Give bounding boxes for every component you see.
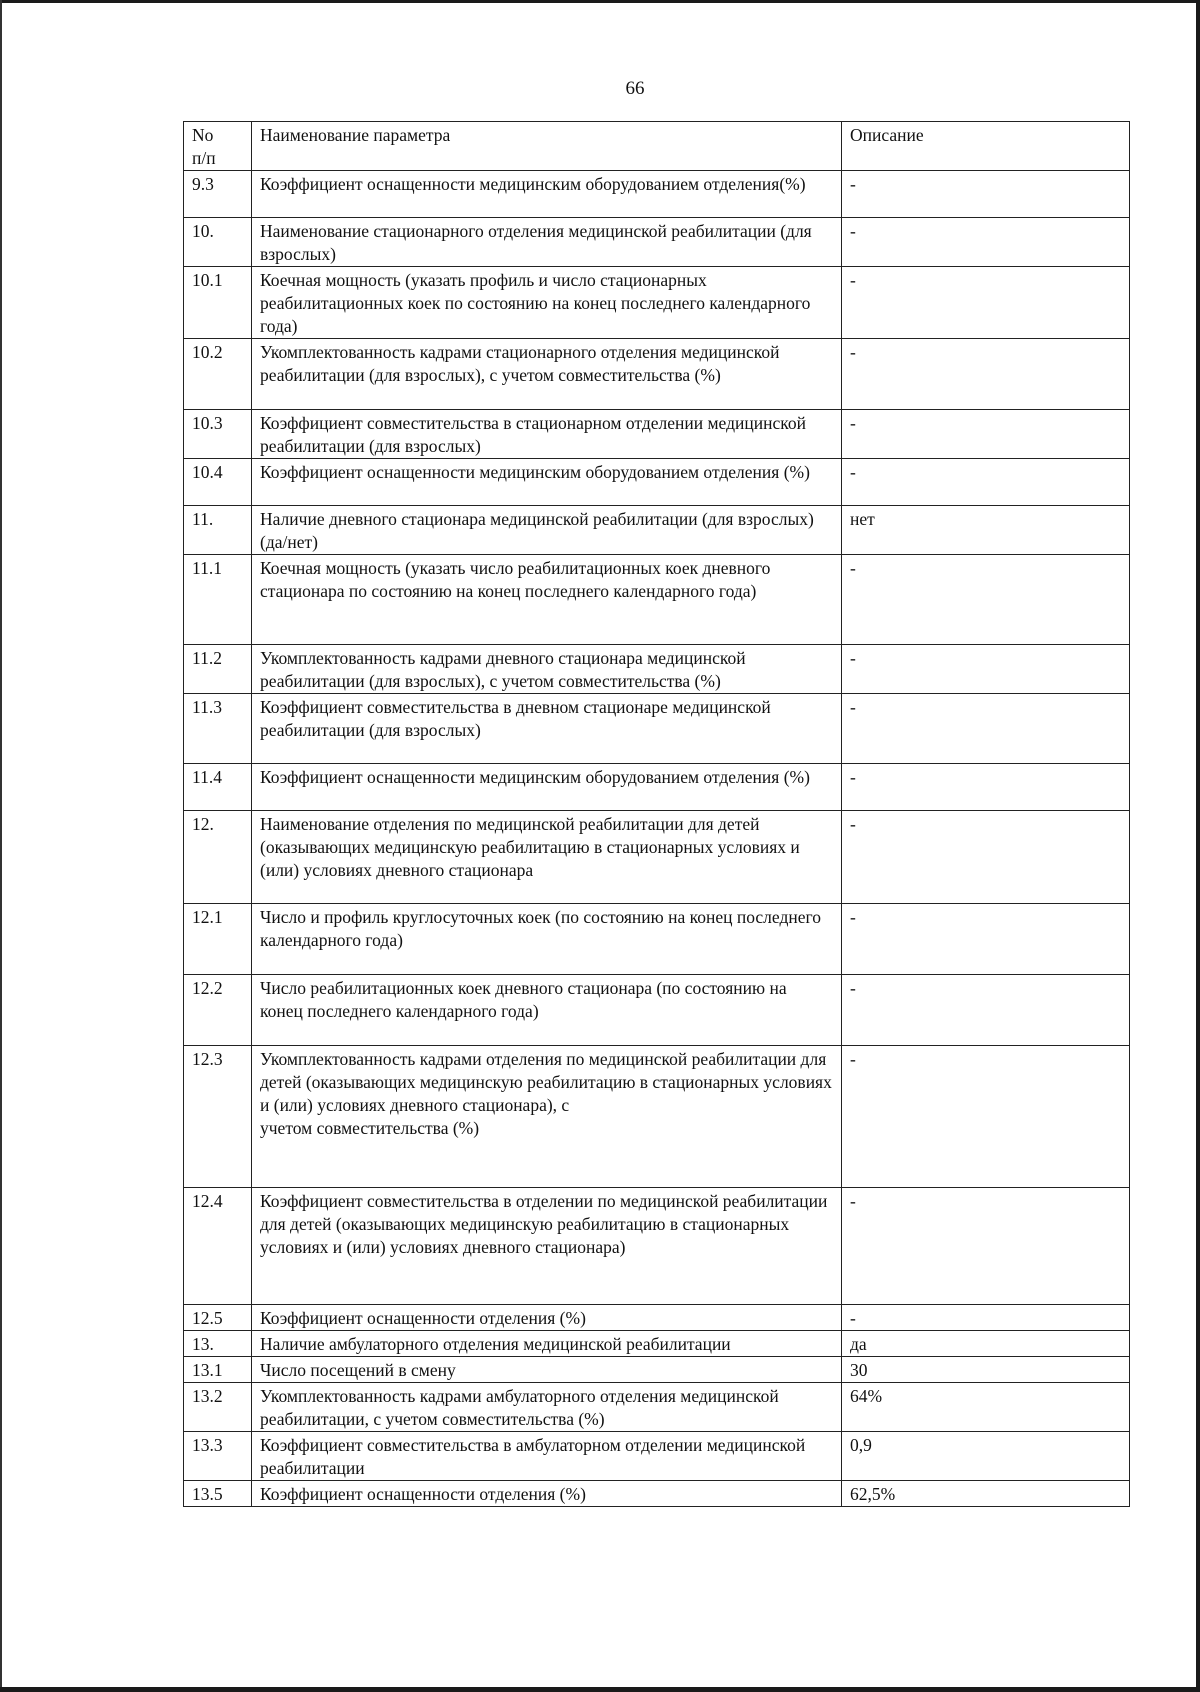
row-description-value: -	[842, 1188, 1130, 1305]
row-number: 10.4	[184, 459, 252, 506]
row-description-value: -	[842, 218, 1130, 267]
table-row	[184, 811, 1130, 904]
row-number: 10.	[184, 218, 252, 267]
row-number: 11.1	[184, 555, 252, 645]
row-parameter-name: Укомплектованность кадрами дневного стационара медицинской реабилитации (для взрослых), с учетом совместительства (%)	[252, 645, 842, 694]
row-description-value: 30	[842, 1357, 1130, 1383]
row-number: 12.5	[184, 1305, 252, 1331]
row-description-value: -	[842, 1305, 1130, 1331]
table-row	[184, 459, 1130, 506]
row-parameter-name: Число реабилитационных коек дневного стационара (по состоянию на конец последнего календарного года)	[252, 975, 842, 1046]
row-parameter-name: Число посещений в смену	[252, 1357, 842, 1383]
table-row	[184, 267, 1130, 339]
table-row	[184, 171, 1130, 218]
table-row	[184, 506, 1130, 555]
row-parameter-name: Наличие амбулаторного отделения медицинской реабилитации	[252, 1331, 842, 1357]
header-name: Наименование параметра	[252, 122, 842, 171]
row-number: 13.3	[184, 1432, 252, 1481]
row-number: 10.3	[184, 410, 252, 459]
row-description-value: -	[842, 1046, 1130, 1188]
table-row	[184, 645, 1130, 694]
row-description-value: нет	[842, 506, 1130, 555]
table-row	[184, 1432, 1130, 1481]
table-row	[184, 339, 1130, 410]
row-parameter-name: Коэффициент совместительства в отделении по медицинской реабилитации для детей (оказывающих медицинскую реабилитацию в стационарных условиях и (или) условиях дневного стационара)	[252, 1188, 842, 1305]
page-number: 66	[625, 78, 645, 99]
row-description-value: 0,9	[842, 1432, 1130, 1481]
table-row	[184, 1305, 1130, 1331]
row-number: 12.3	[184, 1046, 252, 1188]
table-row	[184, 218, 1130, 267]
row-description-value: -	[842, 975, 1130, 1046]
row-number: 12.	[184, 811, 252, 904]
table-row	[184, 1046, 1130, 1188]
row-description-value: -	[842, 764, 1130, 811]
row-number: 11.4	[184, 764, 252, 811]
scan-edge-right	[1196, 0, 1200, 1692]
table-row	[184, 1383, 1130, 1432]
row-number: 11.2	[184, 645, 252, 694]
row-parameter-name: Наименование отделения по медицинской реабилитации для детей (оказывающих медицинскую реабилитацию в стационарных условиях и (или) условиях дневного стационара	[252, 811, 842, 904]
scan-edge-top	[0, 0, 1200, 3]
table-row	[184, 555, 1130, 645]
scan-edge-left	[0, 0, 2, 1692]
row-number: 13.2	[184, 1383, 252, 1432]
table-row	[184, 1188, 1130, 1305]
row-number: 13.5	[184, 1481, 252, 1507]
table-row	[184, 764, 1130, 811]
row-description-value: -	[842, 171, 1130, 218]
row-parameter-name: Коэффициент совместительства в амбулаторном отделении медицинской реабилитации	[252, 1432, 842, 1481]
row-number: 10.1	[184, 267, 252, 339]
parameters-table	[183, 121, 1130, 1507]
table-row	[184, 904, 1130, 975]
row-parameter-name: Коечная мощность (указать профиль и число стационарных реабилитационных коек по состоянию на конец последнего календарного года)	[252, 267, 842, 339]
table-row	[184, 694, 1130, 764]
row-number: 12.1	[184, 904, 252, 975]
row-parameter-name: Коэффициент оснащенности отделения (%)	[252, 1481, 842, 1507]
row-number: 13.	[184, 1331, 252, 1357]
row-description-value: -	[842, 555, 1130, 645]
row-parameter-name: Укомплектованность кадрами амбулаторного отделения медицинской реабилитации, с учетом совместительства (%)	[252, 1383, 842, 1432]
row-parameter-name: Коэффициент совместительства в стационарном отделении медицинской реабилитации (для взрослых)	[252, 410, 842, 459]
row-parameter-name: Коэффициент совместительства в дневном стационаре медицинской реабилитации (для взрослых)	[252, 694, 842, 764]
row-parameter-name: Наименование стационарного отделения медицинской реабилитации (для взрослых)	[252, 218, 842, 267]
header-description: Описание	[842, 122, 1130, 171]
row-parameter-name: Коэффициент оснащенности медицинским оборудованием отделения(%)	[252, 171, 842, 218]
row-description-value: -	[842, 904, 1130, 975]
header-number: No п/п	[184, 122, 252, 171]
row-parameter-name: Коэффициент оснащенности медицинским оборудованием отделения (%)	[252, 459, 842, 506]
row-parameter-name: Коэффициент оснащенности медицинским оборудованием отделения (%)	[252, 764, 842, 811]
row-number: 12.2	[184, 975, 252, 1046]
row-description-value: -	[842, 339, 1130, 410]
row-parameter-name: Укомплектованность кадрами отделения по медицинской реабилитации для детей (оказывающих медицинскую реабилитацию в стационарных условиях и (или) условиях дневного стационара), с учетом совместительства (%)	[252, 1046, 842, 1188]
row-number: 11.3	[184, 694, 252, 764]
row-description-value: -	[842, 459, 1130, 506]
row-description-value: да	[842, 1331, 1130, 1357]
table-row	[184, 1357, 1130, 1383]
row-description-value: -	[842, 267, 1130, 339]
scan-edge-bottom	[0, 1687, 1200, 1692]
table-row	[184, 410, 1130, 459]
row-number: 12.4	[184, 1188, 252, 1305]
row-number: 10.2	[184, 339, 252, 410]
row-description-value: -	[842, 410, 1130, 459]
row-number: 13.1	[184, 1357, 252, 1383]
table-row	[184, 975, 1130, 1046]
table-body	[184, 122, 1130, 1507]
row-number: 11.	[184, 506, 252, 555]
row-description-value: 64%	[842, 1383, 1130, 1432]
row-description-value: -	[842, 694, 1130, 764]
row-parameter-name: Укомплектованность кадрами стационарного отделения медицинской реабилитации (для взрослых), с учетом совместительства (%)	[252, 339, 842, 410]
row-description-value: 62,5%	[842, 1481, 1130, 1507]
table-row	[184, 1481, 1130, 1507]
row-description-value: -	[842, 811, 1130, 904]
table-row	[184, 1331, 1130, 1357]
row-number: 9.3	[184, 171, 252, 218]
table-header-row	[184, 122, 1130, 171]
row-parameter-name: Коечная мощность (указать число реабилитационных коек дневного стационара по состоянию на конец последнего календарного года)	[252, 555, 842, 645]
row-parameter-name: Наличие дневного стационара медицинской реабилитации (для взрослых) (да/нет)	[252, 506, 842, 555]
row-description-value: -	[842, 645, 1130, 694]
row-parameter-name: Коэффициент оснащенности отделения (%)	[252, 1305, 842, 1331]
row-parameter-name: Число и профиль круглосуточных коек (по состоянию на конец последнего календарного года)	[252, 904, 842, 975]
